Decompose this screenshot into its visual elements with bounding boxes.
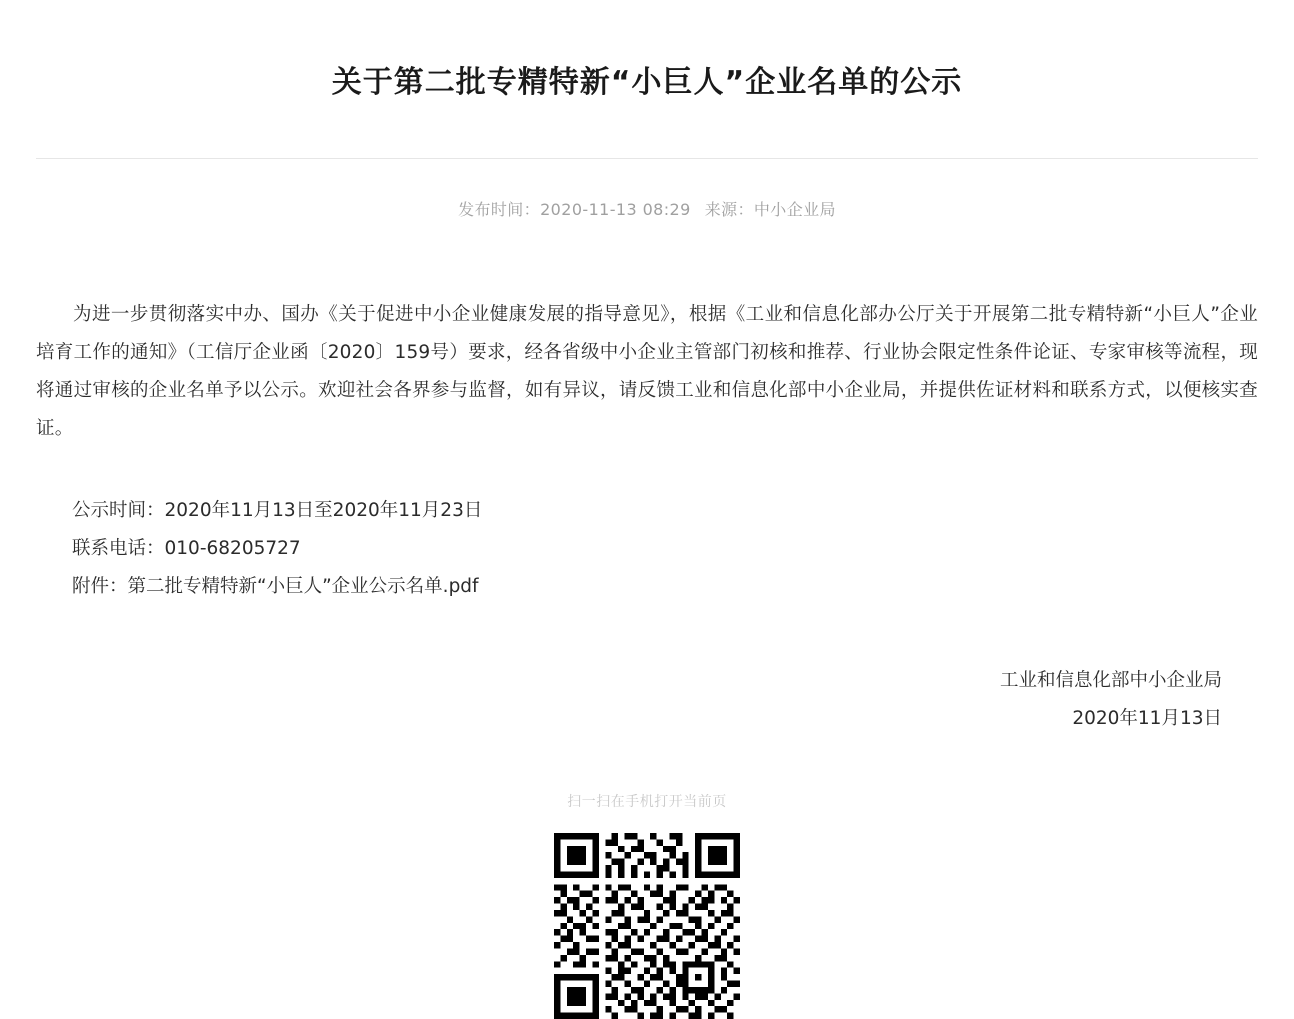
signature-date: 2020年11月13日 <box>1072 707 1222 729</box>
attachment-row <box>72 568 1258 606</box>
qr-section <box>0 791 1294 1019</box>
publish-time-value: 2020-11-13 08:29 <box>540 200 691 220</box>
page-title: 关于第二批专精特新“小巨人”企业名单的公示 <box>331 65 963 101</box>
publish-time-label: 发布时间： <box>458 200 541 220</box>
attachment-link[interactable]: 第二批专精特新“小巨人”企业公示名单.pdf <box>127 575 479 597</box>
phone-row <box>72 530 1258 568</box>
body-paragraph: 为进一步贯彻落实中办、国办《关于促进中小企业健康发展的指导意见》，根据《工业和信息化部办公厅关于开展第二批专精特新“小巨人”企业培育工作的通知》（工信厅企业函〔2020〕159号）要求，经各省级中小企业主管部门初核和推荐、行业协会限定性条件论证、专家审核等流程，现将通过审核的企业名单予以公示。欢迎社会各界参与监督，如有异议，请反馈工业和信息化部中小企业局，并提供佐证材料和联系方式，以便核实查证。 <box>36 304 1258 439</box>
attachment-label: 附件： <box>72 575 128 597</box>
notice-period-value: 2020年11月13日至2020年11月23日 <box>164 499 483 521</box>
source-value: 中小企业局 <box>753 200 836 220</box>
article-meta <box>0 159 1294 220</box>
document-page <box>0 20 1294 1019</box>
notice-period-row <box>72 492 1258 530</box>
info-block <box>36 492 1258 606</box>
signature-block <box>36 662 1258 738</box>
qr-code-icon <box>554 833 740 1019</box>
qr-hint-text: 扫一扫在手机打开当前页 <box>567 794 727 811</box>
article-content <box>0 220 1294 737</box>
phone-label: 联系电话： <box>72 537 165 559</box>
notice-period-label: 公示时间： <box>72 499 165 521</box>
phone-value: 010-68205727 <box>164 537 301 559</box>
signature-organization: 工业和信息化部中小企业局 <box>999 669 1222 691</box>
source-label: 来源： <box>704 200 754 220</box>
